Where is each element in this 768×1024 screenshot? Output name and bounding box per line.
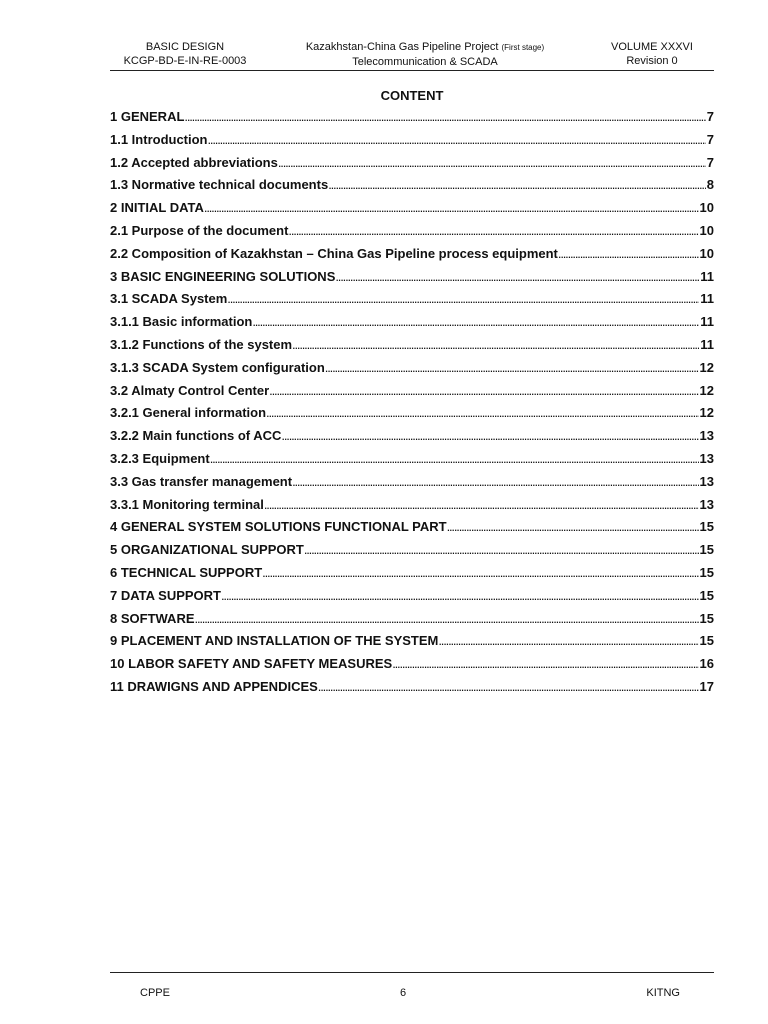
revision-label: Revision 0 <box>626 55 678 67</box>
toc-entry-label: 3.1.2 Functions of the system <box>110 336 293 352</box>
toc-entry[interactable] <box>110 565 714 588</box>
toc-entry[interactable] <box>110 109 714 132</box>
toc-entry[interactable] <box>110 383 714 406</box>
toc-entry[interactable] <box>110 633 714 656</box>
dot-leader <box>325 360 699 375</box>
toc-entry-label: 2 INITIAL DATA <box>110 200 204 216</box>
toc-entry-label: 8 SOFTWARE <box>110 610 195 626</box>
dot-leader <box>210 451 699 466</box>
toc-entry[interactable] <box>110 428 714 451</box>
dot-leader <box>264 497 699 512</box>
toc-entry-page: 7 <box>706 131 714 147</box>
project-name: Kazakhstan-China Gas Pipeline Project <box>305 41 499 53</box>
toc-entry-label: 1.2 Accepted abbreviations <box>110 154 278 170</box>
dot-leader <box>281 428 698 443</box>
toc-entry-label: 3.2.1 General information <box>110 405 267 421</box>
content-title: CONTENT <box>380 88 444 103</box>
toc-entry[interactable] <box>110 132 714 155</box>
toc-entry[interactable] <box>110 588 714 611</box>
dot-leader <box>266 405 698 420</box>
toc-entry-page: 7 <box>706 154 714 170</box>
toc-entry[interactable] <box>110 177 714 200</box>
toc-entry-page: 10 <box>699 200 714 216</box>
toc-entry-label: 2.2 Composition of Kazakhstan – China Gas Pipeline process equipment <box>110 245 558 261</box>
toc-entry-label: 3.1.1 Basic information <box>110 314 253 330</box>
toc-entry[interactable] <box>110 360 714 383</box>
toc-entry-label: 3.3 Gas transfer management <box>110 473 293 489</box>
toc-entry-label: 3.3.1 Monitoring terminal <box>110 496 264 512</box>
toc-entry[interactable] <box>110 246 714 269</box>
toc-entry-page: 13 <box>699 496 714 512</box>
toc-entry-label: 3.2.2 Main functions of ACC <box>110 428 282 444</box>
toc-entry[interactable] <box>110 451 714 474</box>
toc-entry-page: 15 <box>699 610 714 626</box>
toc-entry-page: 15 <box>699 587 714 603</box>
dot-leader <box>288 223 698 238</box>
dot-leader <box>208 132 706 147</box>
dot-leader <box>252 314 699 329</box>
toc-entry-label: 1.1 Introduction <box>110 131 208 147</box>
toc-entry-label: 5 ORGANIZATIONAL SUPPORT <box>110 542 304 558</box>
toc-entry[interactable] <box>110 337 714 360</box>
toc-entry-page: 13 <box>699 450 714 466</box>
toc-entry[interactable] <box>110 474 714 497</box>
dot-leader <box>335 269 699 284</box>
section-title: Telecommunication & SCADA <box>352 56 498 68</box>
toc-entry-page: 11 <box>700 336 714 352</box>
toc-entry-label: 3.1.3 SCADA System configuration <box>110 359 325 375</box>
toc-entry-page: 11 <box>700 268 714 284</box>
dot-leader <box>278 155 706 170</box>
dot-leader <box>304 542 699 557</box>
toc-entry[interactable] <box>110 223 714 246</box>
footer-right: KITNG <box>646 987 680 999</box>
toc-entry[interactable] <box>110 405 714 428</box>
toc-entry-label: 3 BASIC ENGINEERING SOLUTIONS <box>110 268 336 284</box>
document-code: KCGP-BD-E-IN-RE-0003 <box>123 55 247 67</box>
toc-entry-page: 8 <box>706 177 714 193</box>
toc-entry[interactable] <box>110 314 714 337</box>
dot-leader <box>328 177 706 192</box>
toc-entry-label: 3.1 SCADA System <box>110 291 228 307</box>
toc-entry-page: 17 <box>699 678 714 694</box>
page-number: 6 <box>400 987 407 999</box>
volume-label: VOLUME XXXVI <box>611 41 693 53</box>
toc-entry[interactable] <box>110 155 714 178</box>
header-right <box>590 40 714 68</box>
toc-entry-label: 11 DRAWIGNS AND APPENDICES <box>110 678 318 694</box>
toc-entry-page: 12 <box>699 405 714 421</box>
toc-entry-page: 7 <box>706 109 714 124</box>
toc-entry-page: 13 <box>699 473 714 489</box>
toc-entry-label: 3.2.3 Equipment <box>110 450 210 466</box>
footer-left: CPPE <box>140 987 170 999</box>
design-stage: BASIC DESIGN <box>145 41 225 53</box>
toc-entry[interactable] <box>110 497 714 520</box>
toc-entry-page: 15 <box>699 519 714 535</box>
toc-entry-label: 10 LABOR SAFETY AND SAFETY MEASURES <box>110 656 393 672</box>
toc-entry[interactable] <box>110 519 714 542</box>
project-stage: (First stage) <box>501 43 545 52</box>
toc-entry-page: 12 <box>699 382 714 398</box>
toc-entry-page: 13 <box>699 428 714 444</box>
dot-leader <box>227 291 699 306</box>
table-of-contents <box>110 109 714 702</box>
dot-leader <box>318 679 699 694</box>
dot-leader <box>204 200 699 215</box>
dot-leader <box>292 474 698 489</box>
toc-entry-label: 9 PLACEMENT AND INSTALLATION OF THE SYSTEM <box>110 633 439 649</box>
toc-entry[interactable] <box>110 291 714 314</box>
header-center <box>275 40 575 69</box>
toc-entry-page: 10 <box>699 222 714 238</box>
toc-entry-label: 2.1 Purpose of the document <box>110 222 289 238</box>
toc-entry-page: 10 <box>699 245 714 261</box>
toc-entry[interactable] <box>110 269 714 292</box>
toc-entry[interactable] <box>110 656 714 679</box>
toc-entry[interactable] <box>110 679 714 702</box>
toc-entry[interactable] <box>110 611 714 634</box>
dot-leader <box>221 588 699 603</box>
dot-leader <box>269 383 698 398</box>
toc-entry-label: 4 GENERAL SYSTEM SOLUTIONS FUNCTIONAL PART <box>110 519 447 535</box>
toc-entry-page: 15 <box>699 564 714 580</box>
toc-entry-label: 6 TECHNICAL SUPPORT <box>110 564 263 580</box>
footer-divider <box>110 972 714 973</box>
dot-leader <box>558 246 699 261</box>
dot-leader <box>438 633 698 648</box>
header-left <box>110 40 260 68</box>
toc-entry-label: 3.2 Almaty Control Center <box>110 382 270 398</box>
toc-entry-label: 1.3 Normative technical documents <box>110 177 329 193</box>
toc-entry-page: 16 <box>699 656 714 672</box>
toc-entry-label: 1 GENERAL <box>110 109 185 124</box>
toc-entry-page: 12 <box>699 359 714 375</box>
toc-entry-page: 15 <box>699 633 714 649</box>
dot-leader <box>292 337 699 352</box>
dot-leader <box>262 565 698 580</box>
dot-leader <box>195 611 699 626</box>
dot-leader <box>447 519 699 534</box>
dot-leader <box>392 656 698 671</box>
header-divider <box>110 70 714 71</box>
toc-entry-page: 15 <box>699 542 714 558</box>
toc-entry-label: 7 DATA SUPPORT <box>110 587 221 603</box>
toc-entry[interactable] <box>110 542 714 565</box>
toc-entry-page: 11 <box>700 291 714 307</box>
toc-entry-page: 11 <box>700 314 714 330</box>
project-title <box>275 40 575 55</box>
dot-leader <box>184 109 705 124</box>
toc-entry[interactable] <box>110 200 714 223</box>
